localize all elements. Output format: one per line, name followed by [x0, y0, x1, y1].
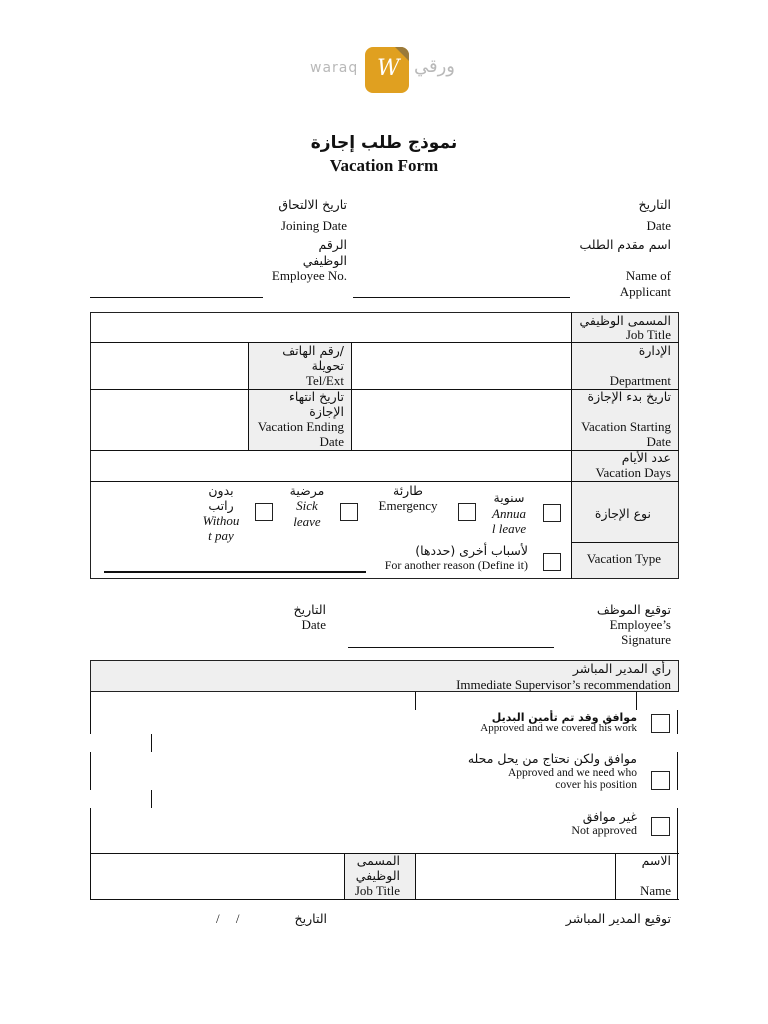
title-arabic: نموذج طلب إجازة — [310, 133, 458, 153]
employee-no-label-ar-1: الرقم — [318, 237, 347, 252]
vacation-days-label: Vacation Days — [595, 465, 671, 480]
tel-ext-label-ar-1: رقم الهاتف/ — [282, 343, 344, 358]
other-reason-input-line[interactable] — [104, 571, 366, 573]
emergency-label: Emergency — [378, 498, 438, 513]
supervisor-name-label: Name — [639, 883, 671, 898]
date-label: Date — [646, 218, 671, 233]
logo-arabic-text: ورقي — [414, 56, 455, 77]
not-approved-label: Not approved — [571, 823, 637, 837]
annual-leave-checkbox[interactable] — [543, 504, 561, 522]
vacation-days-input[interactable] — [91, 451, 571, 481]
job-title-label-ar: المسمى الوظيفي — [579, 313, 671, 328]
without-pay-label-ar-2: راتب — [208, 498, 234, 513]
sick-leave-checkbox[interactable] — [340, 503, 358, 521]
approved-need-cover-checkbox[interactable] — [651, 771, 670, 790]
employee-signature-label-1: Employee’s — [609, 617, 671, 632]
supervisor-header-ar: رأي المدير المباشر — [572, 661, 671, 676]
sick-leave-label-2: leave — [293, 514, 321, 529]
logo-mark-glyph: W — [377, 56, 400, 81]
employee-signature-label-2: Signature — [621, 632, 671, 647]
department-input[interactable] — [352, 343, 571, 389]
approved-covered-checkbox[interactable] — [651, 714, 670, 733]
employee-signature-label-ar: توقيع الموظف — [596, 602, 671, 617]
approved-need-cover-label-ar: موافق ولكن نحتاج من يحل محله — [467, 751, 637, 766]
supervisor-job-title-input[interactable] — [91, 854, 344, 899]
sick-leave-label-1: Sick — [296, 498, 318, 513]
department-label: Department — [609, 373, 671, 388]
ending-date-label-1: Vacation Ending — [257, 419, 344, 434]
tel-ext-input[interactable] — [91, 343, 248, 389]
joining-date-label: Joining Date — [280, 218, 347, 233]
emergency-label-ar: طارئة — [393, 483, 423, 498]
supervisor-job-title-label: Job Title — [354, 883, 400, 898]
applicant-name-input-line[interactable] — [353, 297, 570, 298]
approved-need-cover-label-1: Approved and we need who — [507, 767, 637, 779]
footer-date-label-ar: التاريخ — [294, 911, 327, 926]
other-reason-checkbox[interactable] — [543, 553, 561, 571]
vacation-starting-date-input[interactable] — [352, 390, 571, 450]
logo-mark — [365, 47, 409, 93]
supervisor-job-title-label-ar-2: الوظيفي — [355, 868, 400, 883]
other-reason-label-ar: لأسباب أخرى (حددها) — [415, 543, 528, 558]
without-pay-label-1: Withou — [202, 513, 240, 528]
supervisor-header: Immediate Supervisor’s recommendation — [456, 677, 671, 692]
not-approved-label-ar: غير موافق — [582, 809, 637, 824]
employee-signature-line[interactable] — [348, 647, 554, 648]
supervisor-name-input[interactable] — [416, 854, 615, 899]
ending-date-label-ar-2: الإجازة — [309, 404, 344, 419]
logo — [308, 46, 463, 94]
employee-no-input-line[interactable] — [90, 297, 263, 298]
ending-date-label-ar-1: تاريخ انتهاء — [288, 389, 344, 404]
without-pay-label-2: t pay — [208, 528, 234, 543]
signature-date-label: Date — [301, 617, 326, 632]
ending-date-label-2: Date — [319, 434, 344, 449]
joining-date-label-ar: تاريخ الالتحاق — [278, 197, 347, 212]
applicant-label-1: Name of — [625, 268, 671, 283]
tel-ext-label-ar-2: تحويلة — [311, 358, 344, 373]
vacation-ending-date-input[interactable] — [91, 390, 248, 450]
without-pay-label-ar-1: بدون — [208, 483, 234, 498]
sick-leave-label-ar: مرضية — [289, 483, 325, 498]
job-title-input[interactable] — [91, 313, 571, 342]
job-title-label: Job Title — [625, 327, 671, 342]
logo-latin-text: waraq — [310, 60, 359, 76]
not-approved-checkbox[interactable] — [651, 817, 670, 836]
tel-ext-label: Tel/Ext — [305, 373, 344, 388]
approved-covered-label-ar: موافق وقد تم تأمين البديل — [491, 711, 637, 724]
other-reason-label: For another reason (Define it) — [384, 558, 528, 572]
starting-date-label-ar: تاريخ بدء الإجازة — [587, 389, 671, 404]
footer-date-slashes[interactable]: / / — [216, 911, 240, 926]
applicant-label-ar: اسم مقدم الطلب — [579, 237, 671, 252]
page-title: Vacation Form — [329, 156, 439, 175]
without-pay-checkbox[interactable] — [255, 503, 273, 521]
supervisor-signature-label-ar: توقيع المدير المباشر — [565, 911, 671, 926]
annual-leave-label-1: Annua — [492, 506, 526, 521]
date-label-ar: التاريخ — [638, 197, 671, 212]
starting-date-label-2: Date — [646, 434, 671, 449]
employee-no-label: Employee No. — [271, 268, 347, 283]
vacation-type-label: Vacation Type — [586, 551, 661, 566]
supervisor-job-title-label-ar-1: المسمى — [356, 853, 400, 868]
emergency-checkbox[interactable] — [458, 503, 476, 521]
starting-date-label-1: Vacation Starting — [581, 419, 671, 434]
approved-covered-label: Approved and we covered his work — [480, 722, 637, 734]
approved-need-cover-label-2: cover his position — [555, 779, 637, 791]
department-label-ar: الإدارة — [638, 343, 671, 358]
signature-date-label-ar: التاريخ — [293, 602, 326, 617]
employee-no-label-ar-2: الوظيفي — [302, 253, 347, 268]
vacation-type-label-ar: نوع الإجازة — [594, 506, 651, 521]
annual-leave-label-2: l leave — [491, 521, 527, 536]
supervisor-name-label-ar: الاسم — [641, 853, 671, 868]
annual-leave-label-ar: سنوية — [493, 490, 525, 505]
vacation-days-label-ar: عدد الأيام — [621, 450, 671, 465]
applicant-label-2: Applicant — [619, 284, 671, 299]
